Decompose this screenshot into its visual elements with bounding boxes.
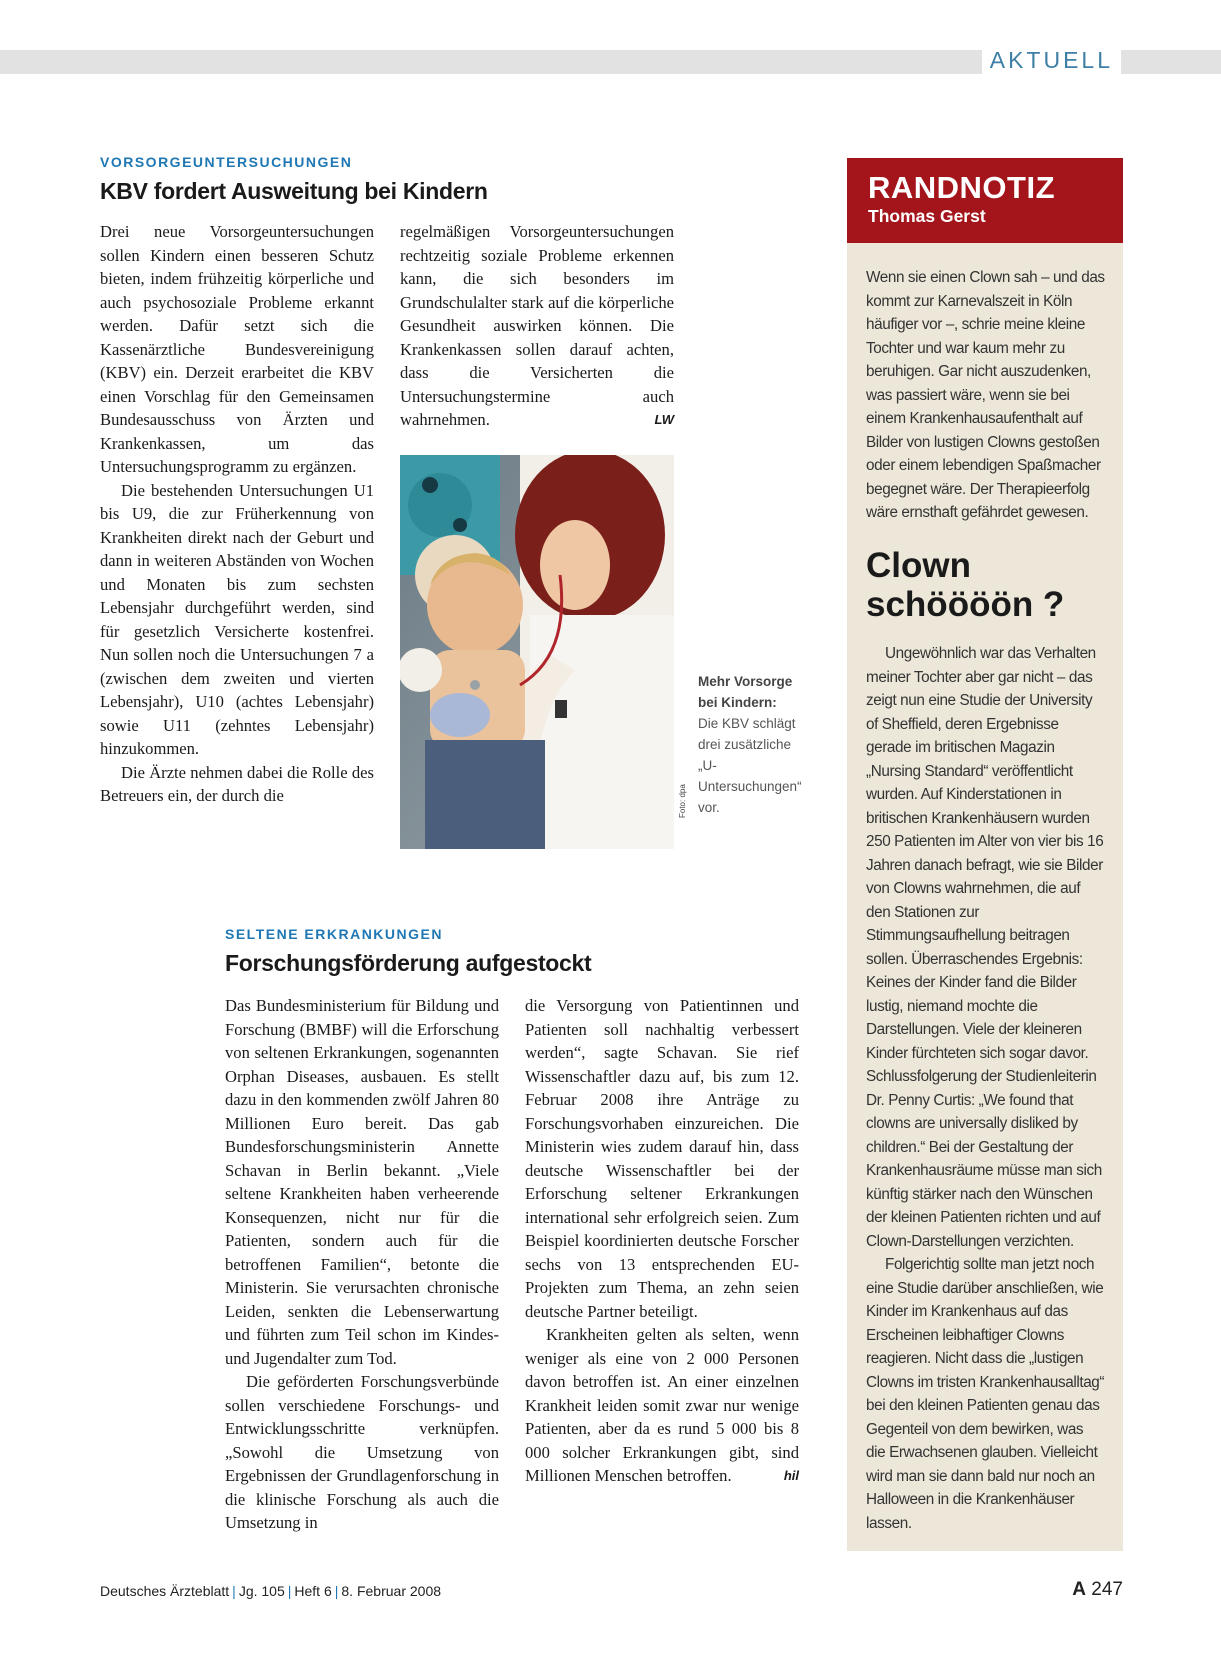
separator: | — [232, 1583, 236, 1599]
article1-column-2 — [400, 220, 674, 432]
randnotiz-header — [847, 158, 1123, 243]
paragraph: die Versorgung von Patientinnen und Patienten soll nachhaltig verbessert werden“, sagte Schavan. Sie rief Wissenschaftler dazu auf, bis zum 12. Februar 2008 ihre Anträge zu Forschungsvorhaben einzureichen. Die Ministerin wies zudem darauf hin, dass deutsche Wissenschaftler bei der Erforschung seltener Erkrankungen international sehr erfolgreich seien. Zum Beispiel koordinierten deutsche Forscher sechs von 13 entsprechenden EU-Projekten zum Thema, an zehn seien deutsche Partner beteiligt. — [525, 996, 799, 1321]
page-number-value: 247 — [1091, 1579, 1123, 1600]
separator: | — [334, 1583, 339, 1599]
randnotiz-author: Thomas Gerst — [868, 206, 986, 226]
author-signature: LW — [654, 412, 674, 427]
page-prefix: A — [1072, 1579, 1087, 1600]
page-number — [1072, 1579, 1123, 1601]
paragraph: regelmäßigen Vorsorgeuntersuchungen rechtzeitig soziale Probleme erkennen kann, die sich besonders im Grundschulalter stark auf die körperliche Gesundheit auswirken können. Die Krankenkassen sollen darauf achten, dass die Versicherten die Untersuchungstermine auch wahrnehmen. — [400, 222, 674, 429]
paragraph: Krankheiten gelten als selten, wenn weniger als eine von 2 000 Personen davon betroffen ist. An einer einzelnen Krankheit leiden somit zwar nur wenige Patienten, aber da es rund 5 000 bis 8 000 solcher Erkrankungen gibt, sind Millionen Menschen betroffen. — [525, 1325, 799, 1485]
article2-column-1 — [225, 994, 499, 1535]
randnotiz-sidebar — [847, 158, 1123, 1551]
headline-line: Clown — [866, 546, 971, 585]
headline-line: schöööön ? — [866, 585, 1065, 624]
article1-headline: KBV fordert Ausweitung bei Kindern — [100, 178, 488, 204]
separator: | — [287, 1583, 292, 1599]
paragraph: Die geförderten Forschungsverbünde sollen verschiedene Forschungs- und Entwicklungsschritte verknüpfen. „Sowohl die Umsetzung von Ergebnissen der Grundlagenforschung in die klinische Forschung als auch die Umsetzung in — [225, 1372, 499, 1532]
footer-citation — [100, 1583, 441, 1599]
section-label: AKTUELL — [982, 47, 1121, 74]
issue: Heft 6 — [294, 1583, 332, 1599]
article-photo — [400, 455, 674, 849]
photo-credit: Foto: dpa — [678, 784, 687, 818]
paragraph: Ungewöhnlich war das Verhalten meiner Tochter aber gar nicht – das zeigt nun eine Studie der University of Sheffield, deren Ergebnisse gerade im britischen Magazin „Nursing Standard“ veröffentlicht wurden. Auf Kinderstationen in britischen Krankenhäusern wurden 250 Patienten im Alter von vier bis 16 Jahren danach befragt, wie sie Bilder von Clowns wahrnehmen, die auf den Stationen zur Stimmungsaufhellung beitragen sollen. Überraschendes Ergebnis: Keines der Kinder fand die Bilder lustig, niemand mochte die Darstellungen. Viele der kleineren Kinder fürchteten sich sogar davor. Schlussfolgerung der Studienleiterin Dr. Penny Curtis: „We found that clowns are universally disliked by children.“ Bei der Gestaltung der Krankenhausräume müsse man sich künftig stärker nach den Wünschen der kleinen Patienten richten und auf Clown-Darstellungen verzichten. — [866, 645, 1104, 1250]
volume: Jg. 105 — [238, 1583, 285, 1599]
paragraph: Die Ärzte nehmen dabei die Rolle des Betreuers ein, der durch die — [100, 762, 374, 805]
article2-headline: Forschungsförderung aufgestockt — [225, 950, 592, 976]
photo-caption — [698, 671, 808, 818]
doctor-child-photo — [400, 455, 674, 849]
paragraph: Wenn sie einen Clown sah – und das kommt zur Karnevalszeit in Köln häufiger vor –, schrie meine kleine Tochter und war kaum mehr zu beruhigen. Gar nicht auszudenken, was passiert wäre, wenn sie bei einem Krankenhausaufenthalt auf Bilder von lustigen Clowns gestoßen oder einem lebendigen Spaßmacher begegnet wäre. Der Therapieerfolg wäre ernsthaft gefährdet gewesen. — [866, 269, 1105, 521]
issue-date: 8. Februar 2008 — [341, 1583, 442, 1599]
caption-title: Mehr Vorsorge bei Kindern: — [698, 674, 793, 710]
paragraph: Drei neue Vorsorgeuntersuchungen sollen Kindern einen besseren Schutz bieten, indem frühzeitig körperliche und auch psychosoziale Probleme erkannt werden. Dafür setzt sich die Kassenärztliche Bundesvereinigung (KBV) ein. Derzeit erarbeitet die KBV einen Vorschlag für den Gemeinsamen Bundesausschuss von Ärzten und Krankenkassen, um das Untersuchungsprogramm zu ergänzen. — [100, 222, 374, 476]
journal-name: Deutsches Ärzteblatt — [100, 1583, 230, 1599]
article1-kicker: VORSORGEUNTERSUCHUNGEN — [100, 154, 353, 170]
randnotiz-body — [866, 642, 1106, 1535]
article1-column-1 — [100, 220, 374, 808]
article2-kicker: SELTENE ERKRANKUNGEN — [225, 926, 443, 942]
article2-column-2 — [525, 994, 799, 1488]
randnotiz-intro — [866, 266, 1106, 525]
paragraph: Folgerichtig sollte man jetzt noch eine Studie darüber anschließen, wie Kinder im Krankenhaus auf das Erscheinen leibhaftiger Clowns reagieren. Nicht dass die „lustigen Clowns im tristen Krankenhausalltag“ bei den kleinen Patienten genau das Gegenteil von dem bewirken, was die Erwachsenen glauben. Vielleicht wird man sie dann bald nur noch an Halloween in die Krankenhäuser lassen. — [866, 1256, 1105, 1532]
randnotiz-headline — [866, 546, 1064, 624]
paragraph: Das Bundesministerium für Bildung und Forschung (BMBF) will die Erforschung von seltenen Erkrankungen, sogenannten Orphan Diseases, ausbauen. Es stellt dazu in den kommenden zwölf Jahren 80 Millionen Euro bereit. Das gab Bundesforschungsministerin Annette Schavan in Berlin bekannt. „Viele seltene Krankheiten haben verheerende Konsequenzen, nicht nur für die Patienten, sondern auch für die betroffenen Familien“, betonte die Ministerin. Sie verursachten chronische Leiden, senkten die Lebenserwartung und führten zum Teil schon im Kindes- und Jugendalter zum Tod. — [225, 996, 499, 1368]
caption-text: Die KBV schlägt drei zusätzliche „U-Untersuchungen“ vor. — [698, 716, 802, 815]
randnotiz-title: RANDNOTIZ — [868, 170, 1056, 205]
author-signature: hil — [783, 1468, 799, 1483]
paragraph: Die bestehenden Untersuchungen U1 bis U9, die zur Früherkennung von Krankheiten direkt nach der Geburt und dann in weiteren Abständen von Wochen und Monaten bis zum sechsten Lebensjahr durchgeführt werden, sind für gesetzlich Versicherte kostenfrei. Nun sollen noch die Untersuchungen 7 a (zwischen dem zweiten und vierten Lebensjahr), U10 (achtes Lebensjahr) sowie U11 (zehntes Lebensjahr) hinzukommen. — [100, 480, 374, 758]
